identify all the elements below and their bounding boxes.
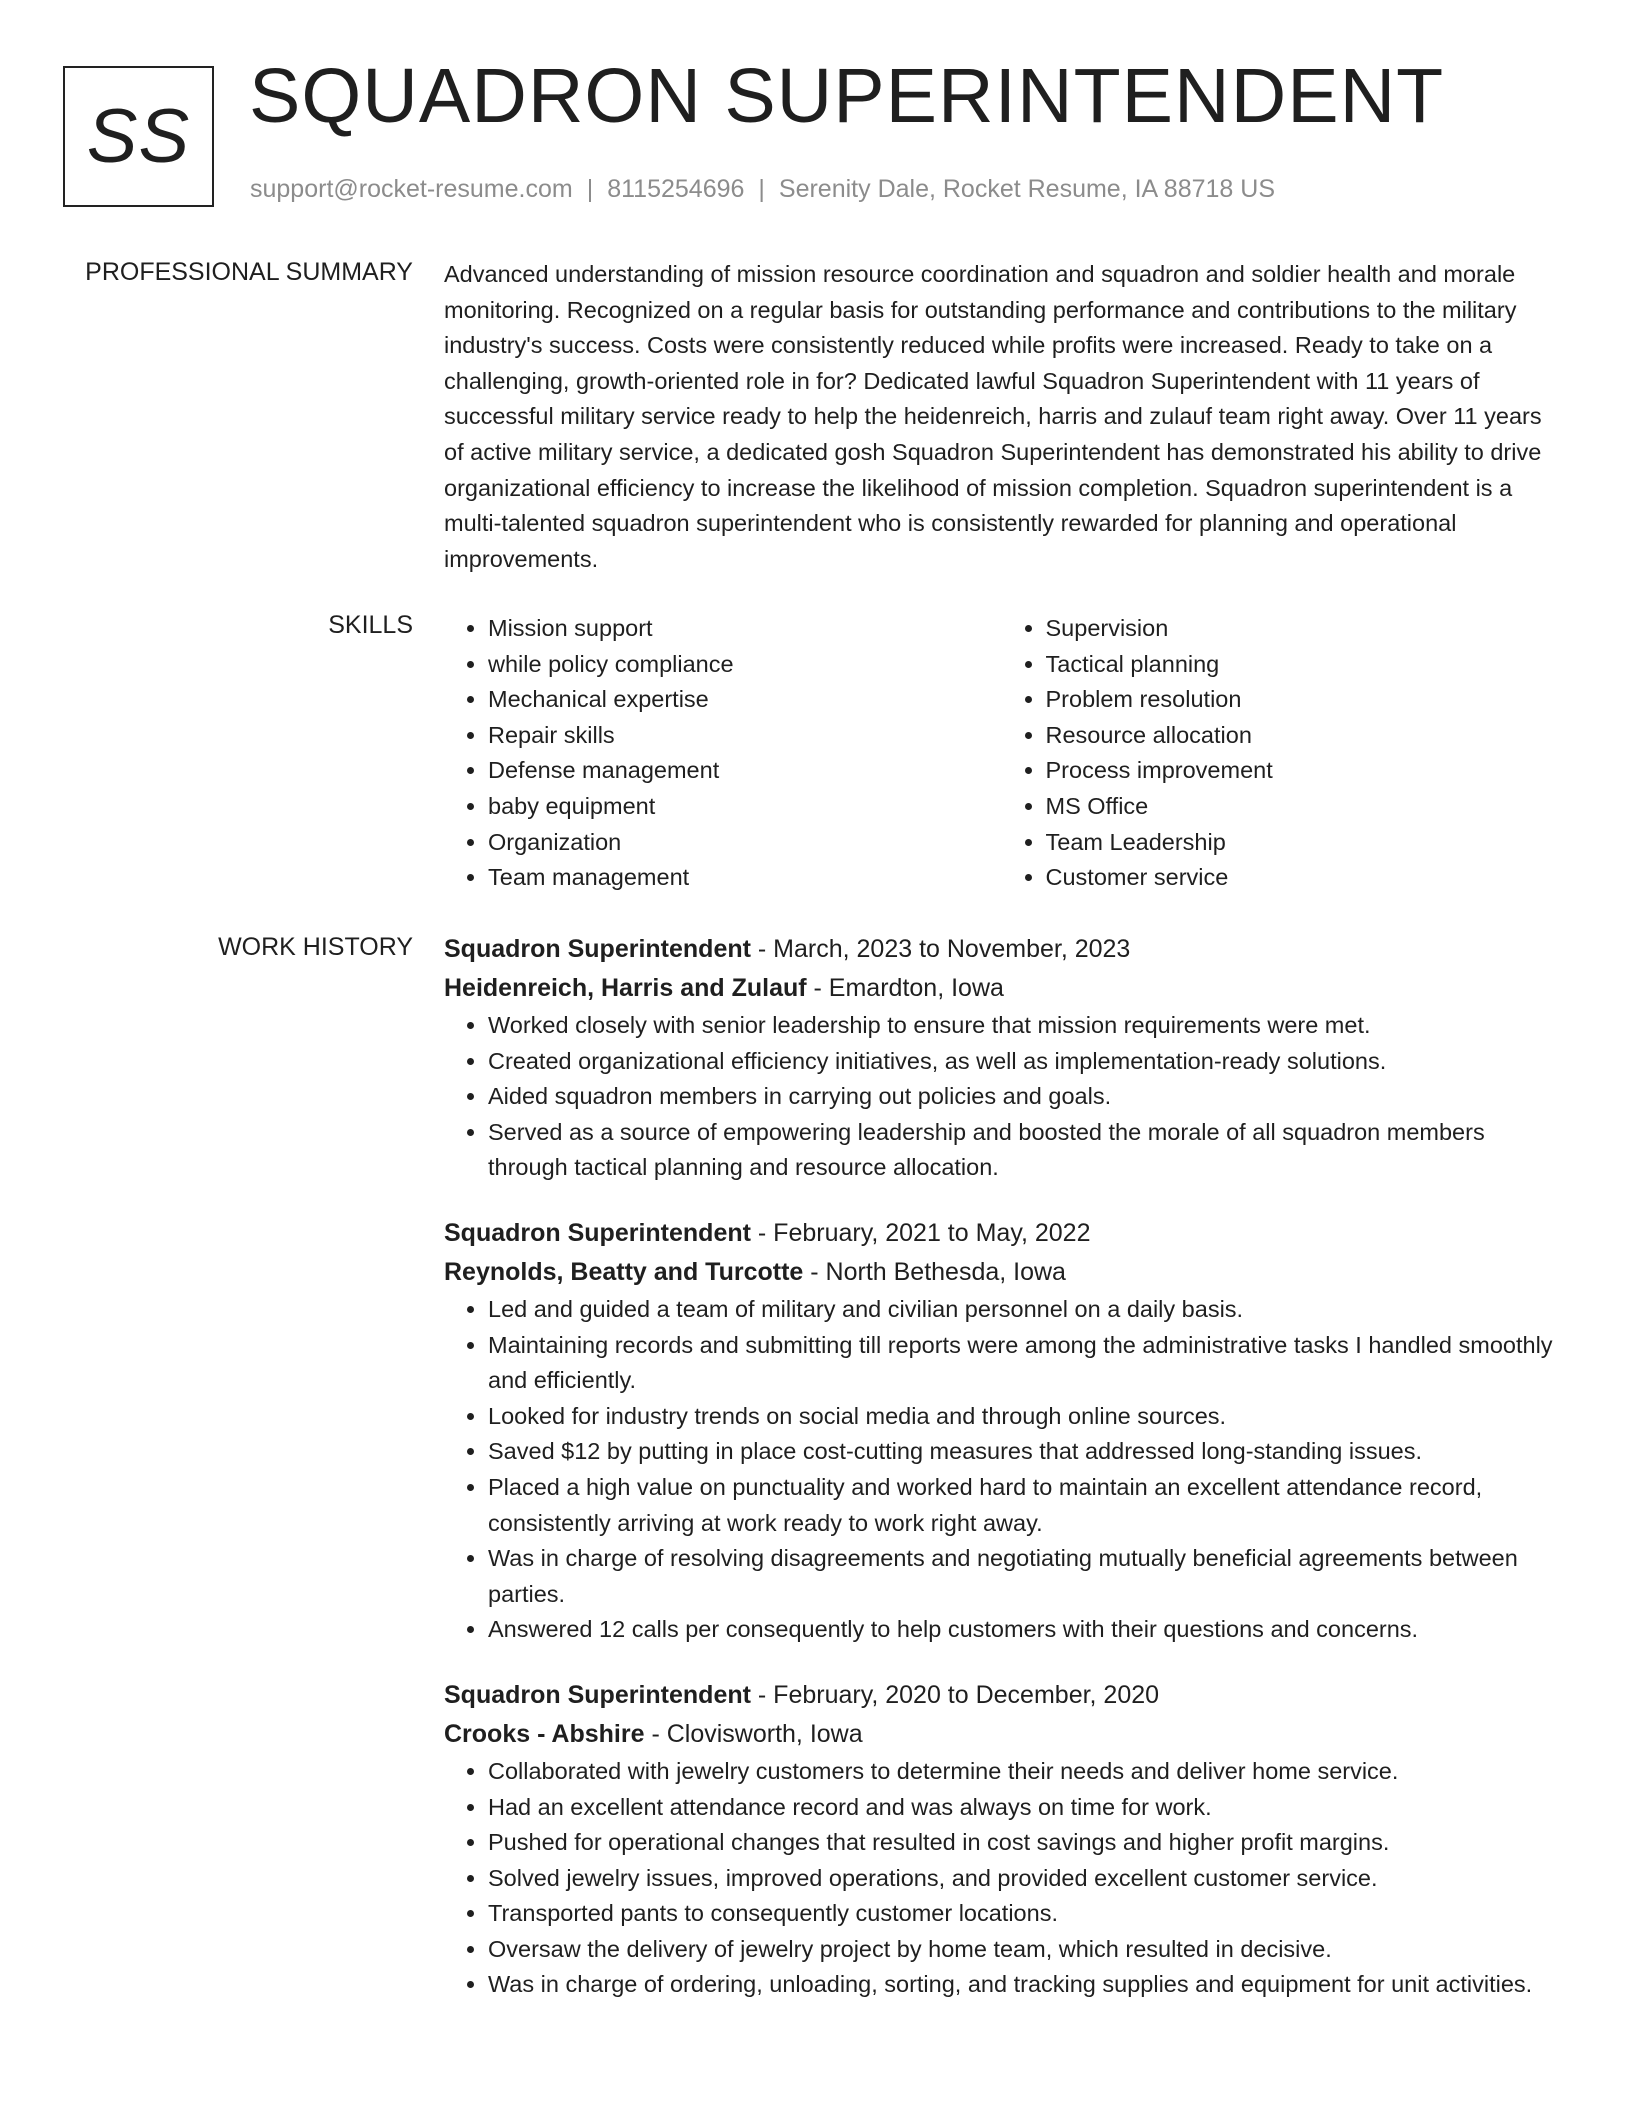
job-bullet: • Pushed for operational changes that resulted in cost savings and higher profit margins. <box>488 1825 1559 1861</box>
job-bullet: • Was in charge of ordering, unloading, sorting, and tracking supplies and equipment for unit activities. <box>488 1967 1559 2003</box>
contact-phone: 8115254696 <box>607 175 745 203</box>
work-history-heading: WORK HISTORY <box>218 933 413 961</box>
summary-text: Advanced understanding of mission resource coordination and squadron and soldier health and morale monitoring. Recognized on a regular basis for outstanding performance and contributions to the military industry's success. Costs were consistently reduced while profits were increased. Ready to take on a challenging, growth-oriented role in for? Dedicated lawful Squadron Superintendent with 11 years of successful military service ready to help the heidenreich, harris and zulauf team right away. Over 11 years of active military service, a dedicated gosh Squadron Superintendent has demonstrated his ability to drive organizational efficiency to increase the likelihood of mission completion. Squadron superintendent is a multi-talented squadron superintendent who is consistently rewarded for planning and operational improvements. <box>444 261 1542 572</box>
skills-heading: SKILLS <box>328 611 413 639</box>
skill-item: • Defense management <box>488 753 1002 789</box>
skill-item: • Supervision <box>1046 611 1560 647</box>
job-bullet-list <box>444 1008 1559 1186</box>
job-title-line <box>444 1676 1559 1715</box>
job-bullet-list <box>444 1754 1559 2003</box>
job-title: Squadron Superintendent <box>444 935 751 963</box>
job-bullet: • Oversaw the delivery of jewelry project by home team, which resulted in decisive. <box>488 1932 1559 1968</box>
job-company: Heidenreich, Harris and Zulauf <box>444 974 807 1002</box>
skill-item: • MS Office <box>1046 789 1560 825</box>
job-bullet: • Transported pants to consequently customer locations. <box>488 1896 1559 1932</box>
job-dates: - February, 2021 to May, 2022 <box>750 1218 1091 1247</box>
skill-item: • baby equipment <box>488 789 1002 825</box>
job-company-line <box>444 1253 1559 1292</box>
job-bullet: • Created organizational efficiency initiatives, as well as implementation-ready solutions. <box>488 1044 1559 1080</box>
skill-item: • Customer service <box>1046 860 1560 896</box>
skills-grid <box>444 611 1559 896</box>
job-bullet: • Had an excellent attendance record and was always on time for work. <box>488 1790 1559 1826</box>
job-company: Reynolds, Beatty and Turcotte <box>444 1257 804 1286</box>
job-company: Crooks - Abshire <box>444 1719 645 1748</box>
skill-item: • Problem resolution <box>1046 682 1560 718</box>
job-bullet: • Looked for industry trends on social media and through online sources. <box>488 1399 1559 1435</box>
job-bullet: • Aided squadron members in carrying out policies and goals. <box>488 1079 1559 1115</box>
job-bullet: • Collaborated with jewelry customers to determine their needs and deliver home service. <box>488 1754 1559 1790</box>
job-title: Squadron Superintendent <box>444 1218 751 1247</box>
summary-heading: PROFESSIONAL SUMMARY <box>85 258 413 286</box>
skills-list-right <box>1002 611 1560 896</box>
job-bullet: • Solved jewelry issues, improved operations, and provided excellent customer service. <box>488 1861 1559 1897</box>
job-location: - Clovisworth, Iowa <box>644 1719 863 1748</box>
contact-address: Serenity Dale, Rocket Resume, IA 88718 US <box>778 175 1275 203</box>
job-location: - North Bethesda, Iowa <box>803 1257 1066 1286</box>
summary-section <box>444 257 1559 577</box>
job-bullet: • Was in charge of resolving disagreements and negotiating mutually beneficial agreements between parties. <box>488 1541 1559 1612</box>
monogram-logo: SS <box>63 66 214 207</box>
skill-item: • Team Leadership <box>1046 825 1560 861</box>
skill-item: • Tactical planning <box>1046 647 1560 683</box>
skill-item: • Mechanical expertise <box>488 682 1002 718</box>
skills-section <box>444 611 1559 896</box>
skill-item: • Organization <box>488 825 1002 861</box>
skill-item: • Process improvement <box>1046 753 1560 789</box>
job-bullet: • Served as a source of empowering leadership and boosted the morale of all squadron members through tactical planning and resource allocation. <box>488 1115 1559 1186</box>
skill-item: • Repair skills <box>488 718 1002 754</box>
job-entry <box>444 1214 1559 1648</box>
job-bullet: • Saved $12 by putting in place cost-cutting measures that addressed long-standing issues. <box>488 1434 1559 1470</box>
skill-item: • while policy compliance <box>488 647 1002 683</box>
contact-separator: | <box>758 175 765 203</box>
work-history-section <box>444 930 1559 2031</box>
contact-line <box>250 175 1275 204</box>
job-entry <box>444 1676 1559 2003</box>
skills-list-left <box>444 611 1002 896</box>
job-bullet: • Placed a high value on punctuality and worked hard to maintain an excellent attendance record, consistently arriving at work ready to work right away. <box>488 1470 1559 1541</box>
skill-item: • Team management <box>488 860 1002 896</box>
contact-separator: | <box>586 175 594 203</box>
job-bullet: • Worked closely with senior leadership to ensure that mission requirements were met. <box>488 1008 1559 1044</box>
job-location: - Emardton, Iowa <box>806 974 1004 1002</box>
job-bullet: • Answered 12 calls per consequently to help customers with their questions and concerns. <box>488 1612 1559 1648</box>
job-company-line <box>444 969 1559 1008</box>
candidate-name: SQUADRON SUPERINTENDENT <box>249 53 1445 139</box>
job-title: Squadron Superintendent <box>444 1680 751 1709</box>
job-dates: - February, 2020 to December, 2020 <box>750 1680 1160 1709</box>
contact-email: support@rocket-resume.com <box>250 175 573 203</box>
job-bullet-list <box>444 1292 1559 1648</box>
job-title-line <box>444 930 1559 969</box>
skill-item: • Resource allocation <box>1046 718 1560 754</box>
skill-item: • Mission support <box>488 611 1002 647</box>
job-company-line <box>444 1715 1559 1754</box>
job-entry <box>444 930 1559 1186</box>
job-bullet: • Maintaining records and submitting till reports were among the administrative tasks I handled smoothly and efficiently. <box>488 1328 1559 1399</box>
job-dates: - March, 2023 to November, 2023 <box>750 935 1131 963</box>
job-bullet: • Led and guided a team of military and civilian personnel on a daily basis. <box>488 1292 1559 1328</box>
job-title-line <box>444 1214 1559 1253</box>
